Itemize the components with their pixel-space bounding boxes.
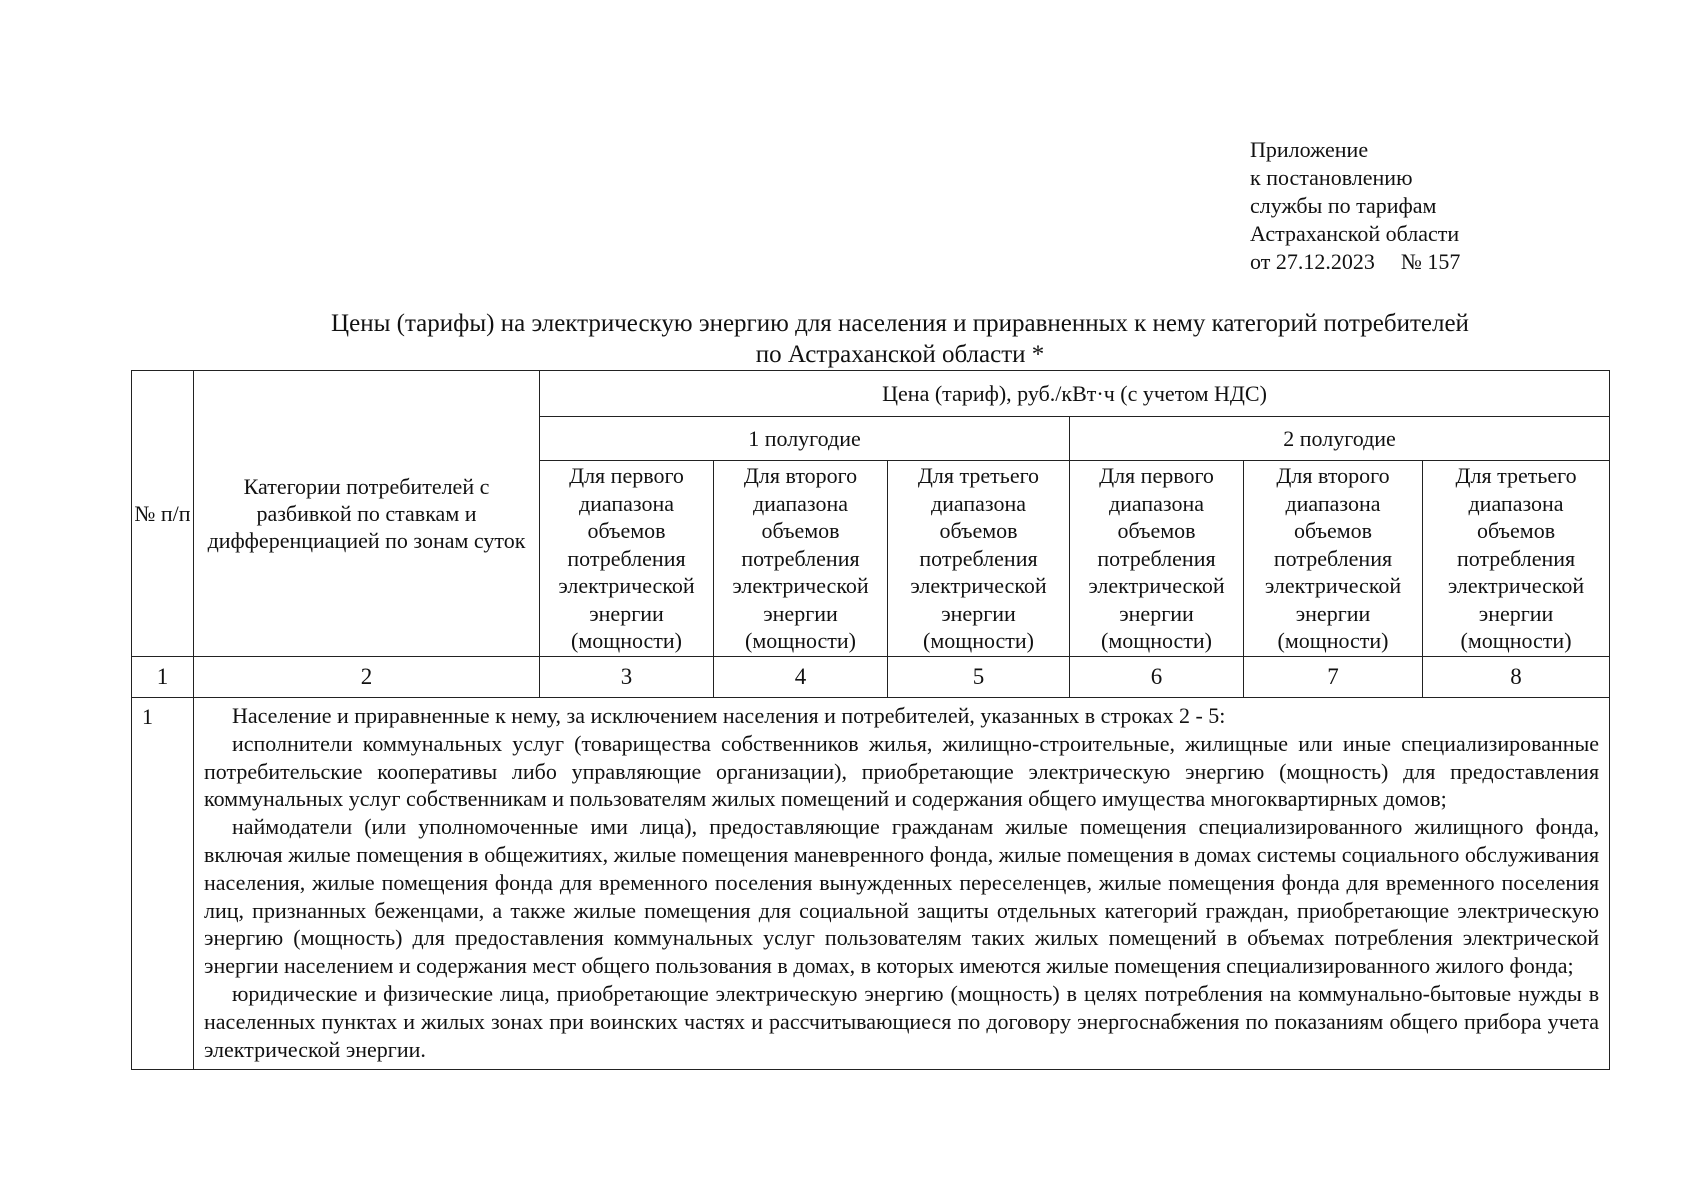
document-title — [200, 308, 1600, 370]
header-range-1-h2: Для первого диапазона объемов потребления электрической энергии (мощности) — [1070, 461, 1244, 657]
appendix-number: № 157 — [1400, 249, 1461, 274]
appendix-line: к постановлению — [1250, 165, 1413, 190]
column-number: 4 — [714, 657, 888, 698]
table-row — [132, 698, 1610, 1070]
row-description — [194, 698, 1610, 1070]
appendix-line: Приложение — [1250, 137, 1369, 162]
row-paragraph: Население и приравненные к нему, за исключением населения и потребителей, указанных в строках 2 - 5: — [232, 703, 1226, 728]
column-number: 1 — [132, 657, 194, 698]
title-line: по Астраханской области * — [755, 341, 1045, 368]
column-number: 5 — [888, 657, 1070, 698]
row-paragraph: наймодатели (или уполномоченные ими лица), предоставляющие гражданам жилые помещения специализированного жилищного фонда, включая жилые помещения в общежитиях, жилые помещения маневренного фонда, жилые помещения в домах системы социального обслуживания населения, жилые помещения фонда для временного поселения вынужденных переселенцев, жилые помещения фонда для временного поселения лиц, признанных беженцами, а также жилые помещения для социальной защиты отдельных категорий граждан, приобретающие электрическую энергию (мощность) для предоставления коммунальных услуг пользователям таких жилых помещений в объемах потребления электрической энергии населением и содержания мест общего пользования в домах, в которых имеются жилые помещения специализированного жилого фонда; — [204, 814, 1600, 979]
tariff-table — [131, 370, 1610, 1070]
header-category: Категории потребителей с разбивкой по ставкам и дифференциацией по зонам суток — [194, 371, 540, 657]
column-number: 8 — [1423, 657, 1610, 698]
appendix-line: службы по тарифам — [1250, 193, 1437, 218]
column-number-row — [132, 657, 1610, 698]
appendix-date-number — [1250, 248, 1460, 276]
row-paragraph: юридические и физические лица, приобретающие электрическую энергию (мощность) в целях потребления на коммунально-бытовые нужды в населенных пунктах и жилых зонах при воинских частях и рассчитывающиеся по договору энергоснабжения по показаниям общего прибора учета электрической энергии. — [204, 980, 1600, 1062]
column-number: 6 — [1070, 657, 1244, 698]
header-half-year-1: 1 полугодие — [540, 417, 1070, 461]
title-line: Цены (тарифы) на электрическую энергию для населения и приравненных к нему категорий потребителей — [331, 310, 1469, 337]
row-paragraph: исполнители коммунальных услуг (товарищества собственников жилья, жилищно-строительные, жилищные или иные специализированные потребительские кооперативы либо управляющие организации), приобретающие электрическую энергию (мощность) для предоставления коммунальных услуг собственникам и пользователям жилых помещений и содержания общего имущества многоквартирных домов; — [204, 730, 1600, 812]
column-number: 7 — [1244, 657, 1423, 698]
header-range-2-h1: Для второго диапазона объемов потребления электрической энергии (мощности) — [714, 461, 888, 657]
appendix-line: Астраханской области — [1250, 221, 1460, 246]
header-number: № п/п — [132, 371, 194, 657]
header-price: Цена (тариф), руб./кВт·ч (с учетом НДС) — [540, 371, 1610, 417]
header-half-year-2: 2 полугодие — [1070, 417, 1610, 461]
column-number: 3 — [540, 657, 714, 698]
header-range-3-h2: Для третьего диапазона объемов потребления электрической энергии (мощности) — [1423, 461, 1610, 657]
appendix-block — [1250, 136, 1460, 276]
column-number: 2 — [194, 657, 540, 698]
appendix-date: от 27.12.2023 — [1250, 249, 1375, 274]
header-range-2-h2: Для второго диапазона объемов потребления электрической энергии (мощности) — [1244, 461, 1423, 657]
header-range-3-h1: Для третьего диапазона объемов потребления электрической энергии (мощности) — [888, 461, 1070, 657]
header-range-1-h1: Для первого диапазона объемов потребления электрической энергии (мощности) — [540, 461, 714, 657]
row-number: 1 — [132, 698, 194, 1070]
